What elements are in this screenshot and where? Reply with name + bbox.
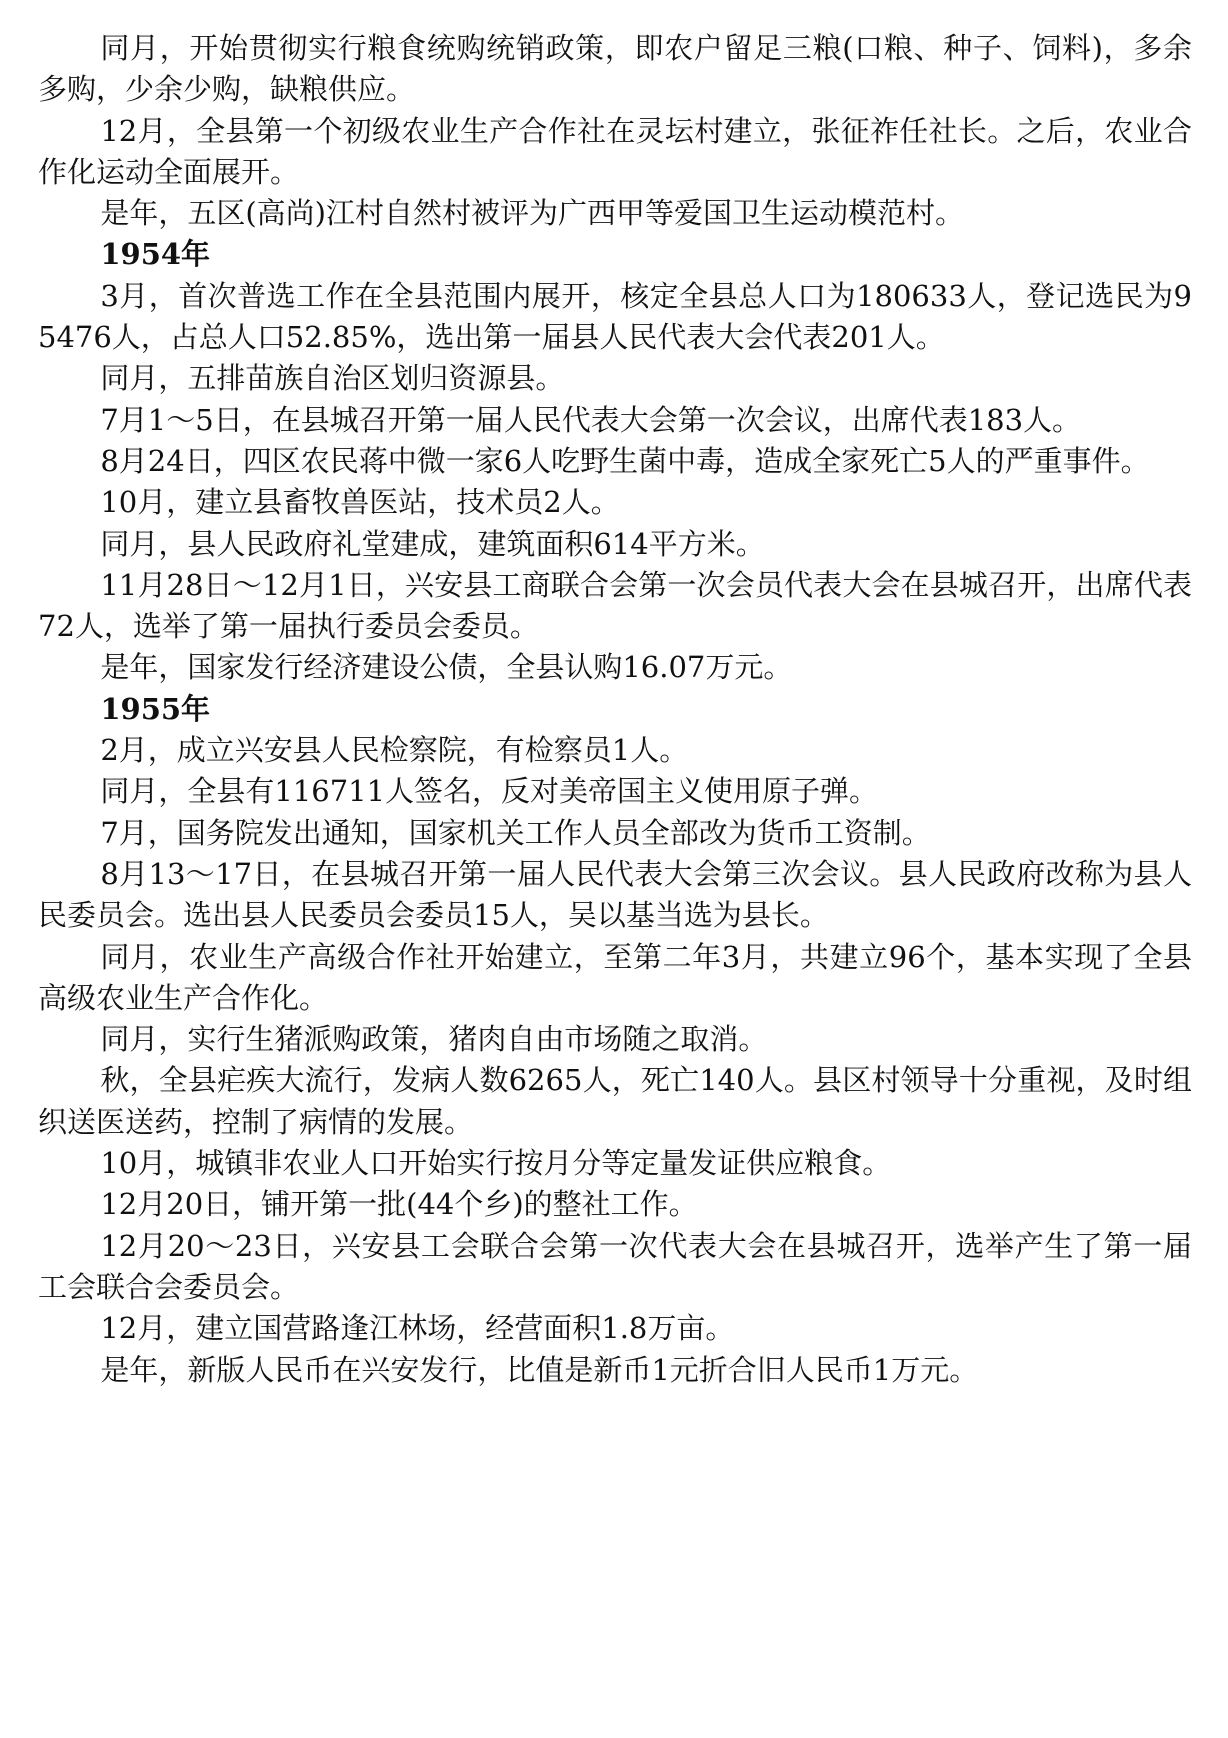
paragraph-first-coop: 12月，全县第一个初级农业生产合作社在灵坛村建立，张征祚任社长。之后，农业合作化运动全面展开。 bbox=[38, 113, 1192, 189]
paragraph-malaria: 秋，全县疟疾大流行，发病人数6265人，死亡140人。县区村领导十分重视，及时组织送医送药，控制了病情的发展。 bbox=[38, 1063, 1192, 1139]
document-page bbox=[38, 28, 1192, 1391]
paragraph-pig-procurement: 同月，实行生猪派购政策，猪肉自由市场随之取消。 bbox=[100, 1022, 768, 1057]
year-heading-1954: 1954年 bbox=[100, 237, 211, 272]
paragraph-model-village: 是年，五区(高尚)江村自然村被评为广西甲等爱国卫生运动模范村。 bbox=[100, 196, 964, 231]
paragraph-mushroom-poisoning: 8月24日，四区农民蒋中微一家6人吃野生菌中毒，造成全家死亡5人的严重事件。 bbox=[100, 443, 1150, 478]
paragraph-commerce-federation: 11月28日～12月1日，兴安县工商联合会第一次会员代表大会在县城召开，出席代表72人，选举了第一届执行委员会委员。 bbox=[38, 567, 1192, 644]
paragraph-wupai-transfer: 同月，五排苗族自治区划归资源县。 bbox=[100, 361, 565, 396]
year-heading-1955: 1955年 bbox=[100, 691, 211, 726]
paragraph-coop-rectification: 12月20日，铺开第一批(44个乡)的整社工作。 bbox=[100, 1187, 698, 1222]
paragraph-forest-farm: 12月，建立国营路逢江林场，经营面积1.8万亩。 bbox=[100, 1311, 735, 1346]
paragraph-veterinary-station: 10月，建立县畜牧兽医站，技术员2人。 bbox=[100, 485, 620, 520]
paragraph-new-currency: 是年，新版人民币在兴安发行，比值是新币1元折合旧人民币1万元。 bbox=[100, 1352, 979, 1387]
paragraph-advanced-coops: 同月，农业生产高级合作社开始建立，至第二年3月，共建立96个，基本实现了全县高级农业生产合作化。 bbox=[38, 939, 1192, 1015]
paragraph-construction-bonds: 是年，国家发行经济建设公债，全县认购16.07万元。 bbox=[100, 650, 793, 685]
paragraph-procuratorate: 2月，成立兴安县人民检察院，有检察员1人。 bbox=[100, 733, 689, 768]
paragraph-trade-union: 12月20～23日，兴安县工会联合会第一次代表大会在县城召开，选举产生了第一届工会联合会委员会。 bbox=[38, 1228, 1192, 1304]
paragraph-grain-rationing: 10月，城镇非农业人口开始实行按月分等定量发证供应粮食。 bbox=[100, 1146, 892, 1181]
paragraph-third-session: 8月13～17日，在县城召开第一届人民代表大会第三次会议。县人民政府改称为县人民委员会。选出县人民委员会委员15人，吴以基当选为县长。 bbox=[38, 856, 1192, 933]
paragraph-first-congress: 7月1～5日，在县城召开第一届人民代表大会第一次会议，出席代表183人。 bbox=[100, 402, 1082, 437]
paragraph-grain-policy: 同月，开始贯彻实行粮食统购统销政策，即农户留足三粮(口粮、种子、饲料)，多余多购，少余少购，缺粮供应。 bbox=[38, 31, 1192, 107]
paragraph-general-election: 3月，首次普选工作在全县范围内展开，核定全县总人口为180633人，登记选民为95476人，占总人口52.85%，选出第一届县人民代表大会代表201人。 bbox=[38, 278, 1192, 355]
paragraph-auditorium: 同月，县人民政府礼堂建成，建筑面积614平方米。 bbox=[100, 526, 765, 561]
paragraph-wage-system: 7月，国务院发出通知，国家机关工作人员全部改为货币工资制。 bbox=[100, 815, 931, 850]
paragraph-petition: 同月，全县有116711人签名，反对美帝国主义使用原子弹。 bbox=[100, 774, 879, 809]
